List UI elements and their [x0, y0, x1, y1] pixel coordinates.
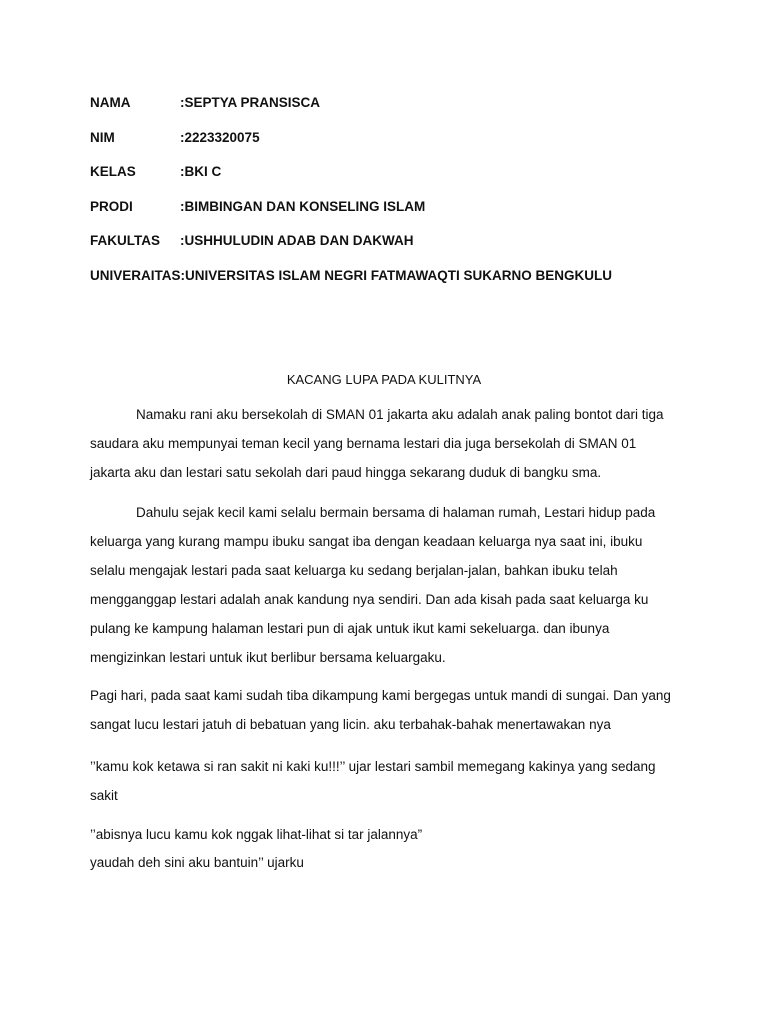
- identity-label: NAMA: [90, 95, 131, 110]
- identity-value: :UNIVERSITAS ISLAM NEGRI FATMAWAQTI SUKARNO BENGKULU: [180, 268, 613, 283]
- identity-label: NIM: [90, 130, 115, 145]
- story-title: KACANG LUPA PADA KULITNYA: [286, 372, 482, 387]
- identity-value: :SEPTYA PRANSISCA: [180, 95, 321, 110]
- story-paragraph: Dahulu sejak kecil kami selalu bermain bersama di halaman rumah, Lestari hidup pada keluarga yang kurang mampu ibuku sangat iba dengan keadaan keluarga nya saat ini, ibuku selalu mengajak lestari pada saat keluarga ku sedang berjalan-jalan, bahkan ibuku telah mengganggap lestari adalah anak kandung nya sendiri. Dan ada kisah pada saat keluarga ku pulang ke kampung halaman lestari pun di ajak untuk ikut kami sekeluarga. dan ibunya mengizinkan lestari untuk ikut berlibur bersama keluargaku.: [90, 505, 656, 665]
- identity-value: :BKI C: [180, 164, 222, 179]
- story-paragraph: Namaku rani aku bersekolah di SMAN 01 jakarta aku adalah anak paling bontot dari tiga saudara aku mempunyai teman kecil yang bernama lestari dia juga bersekolah di SMAN 01 jakarta aku dan lestari satu sekolah dari paud hingga sekarang duduk di bangku sma.: [90, 407, 664, 480]
- story-paragraph: ’’kamu kok ketawa si ran sakit ni kaki ku!!!’’ ujar lestari sambil memegang kakinya yang sedang sakit: [90, 759, 656, 803]
- dialogue-line: yaudah deh sini aku bantuin’’ ujarku: [90, 855, 304, 870]
- identity-label: PRODI: [90, 199, 133, 214]
- identity-value: :BIMBINGAN DAN KONSELING ISLAM: [180, 199, 426, 214]
- identity-row-universitas: [90, 268, 612, 288]
- story-paragraph: Pagi hari, pada saat kami sudah tiba dikampung kami bergegas untuk mandi di sungai. Dan yang sangat lucu lestari jatuh di bebatuan yang licin. aku terbahak-bahak menertawakan nya: [90, 688, 671, 732]
- identity-value: :2223320075: [180, 130, 260, 145]
- identity-label: UNIVERAITAS: [90, 268, 181, 283]
- identity-label: KELAS: [90, 164, 136, 179]
- identity-value: :USHHULUDIN ADAB DAN DAKWAH: [180, 233, 414, 248]
- identity-label: FAKULTAS: [90, 233, 160, 248]
- dialogue-line: ’’abisnya lucu kamu kok nggak lihat-lihat si tar jalannya”: [90, 827, 423, 842]
